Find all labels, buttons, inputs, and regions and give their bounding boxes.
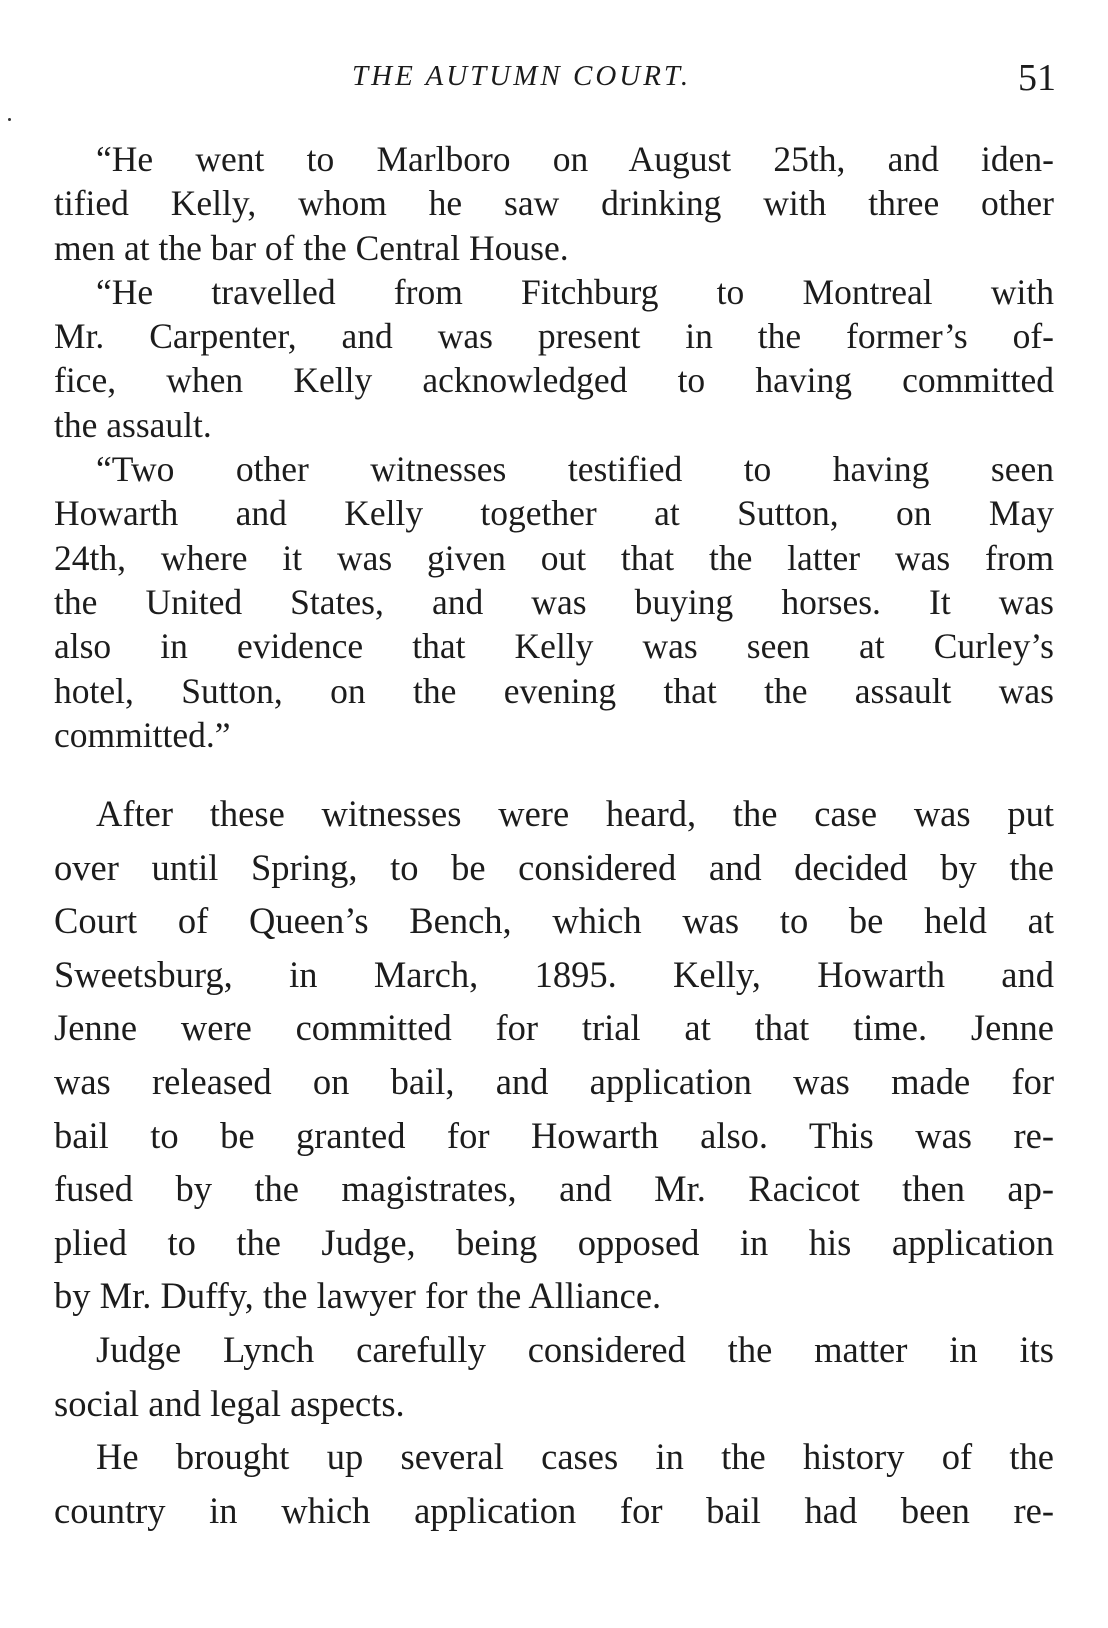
text-line: country in which application for bail had been re- (54, 1489, 1054, 1531)
text-line: was released on bail, and application was made for (54, 1060, 1054, 1102)
text-line: “He went to Marlboro on August 25th, and iden- (96, 139, 1054, 179)
quoted-testimony (54, 137, 1054, 757)
text-line: hotel, Sutton, on the evening that the assault was (54, 670, 1054, 711)
text-line: fice, when Kelly acknowledged to having committed (54, 360, 1054, 401)
text-line: After these witnesses were heard, the case was put (96, 793, 1054, 834)
body-paragraph (54, 1323, 1054, 1430)
body-paragraph (54, 1430, 1054, 1537)
text-line: over until Spring, to be considered and decided by the (54, 846, 1054, 888)
running-title: THE AUTUMN COURT. (352, 60, 692, 92)
text-line: Mr. Carpenter, and was present in the former’s of- (54, 316, 1054, 357)
text-line: 24th, where it was given out that the latter was from (54, 537, 1054, 578)
quoted-paragraph (54, 447, 1054, 757)
text-line: Judge Lynch carefully considered the matter in its (96, 1328, 1054, 1370)
text-line: by Mr. Duffy, the lawyer for the Alliance. (54, 1275, 662, 1317)
text-line: Court of Queen’s Bench, which was to be held at (54, 900, 1054, 942)
text-line: the United States, and was buying horses. It was (54, 581, 1054, 622)
quoted-paragraph (54, 137, 1054, 270)
body-text (54, 787, 1054, 1537)
text-line: Jenne were committed for trial at that time. Jenne (54, 1007, 1054, 1049)
text-line: the assault. (54, 404, 212, 445)
text-line: committed.” (54, 714, 231, 755)
quoted-paragraph (54, 270, 1054, 447)
text-line: “He travelled from Fitchburg to Montreal with (96, 271, 1054, 312)
text-line: Sweetsburg, in March, 1895. Kelly, Howarth and (54, 953, 1054, 995)
body-paragraph (54, 787, 1054, 1323)
text-line: He brought up several cases in the history of the (96, 1436, 1054, 1478)
text-line: men at the bar of the Central House. (54, 227, 569, 268)
ink-speck (8, 118, 11, 121)
page-number: 51 (1018, 57, 1056, 99)
text-line: bail to be granted for Howarth also. This was re- (54, 1114, 1054, 1156)
text-line: also in evidence that Kelly was seen at Curley’s (54, 626, 1054, 667)
text-line: “Two other witnesses testified to having seen (96, 449, 1054, 490)
text-line: tified Kelly, whom he saw drinking with three other (54, 183, 1054, 224)
text-line: Howarth and Kelly together at Sutton, on May (54, 493, 1054, 534)
text-line: social and legal aspects. (54, 1382, 405, 1424)
text-line: fused by the magistrates, and Mr. Racicot then ap- (54, 1168, 1054, 1210)
running-head (0, 52, 1108, 102)
text-line: plied to the Judge, being opposed in his application (54, 1221, 1054, 1263)
